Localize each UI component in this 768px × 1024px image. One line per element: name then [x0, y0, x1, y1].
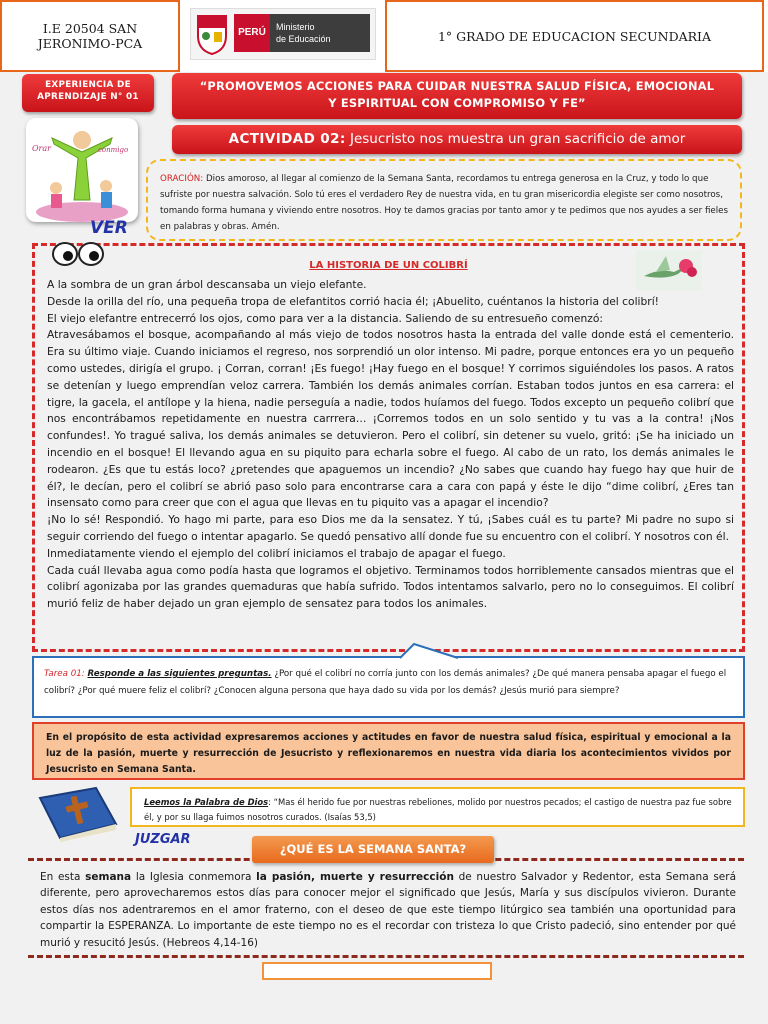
- story-title: LA HISTORIA DE UN COLIBRÍ: [309, 260, 468, 271]
- activity-banner: [172, 125, 742, 154]
- experience-badge: [22, 74, 154, 112]
- prayer-image-text1: Orar: [32, 144, 51, 153]
- task-label: Tarea 01: [44, 669, 82, 679]
- page-title-line2: Y ESPIRITUAL CON COMPROMISO Y FE”: [328, 96, 586, 110]
- holy-week-text-2: la Iglesia conmemora: [131, 871, 257, 883]
- story-paragraph: Cada cuál llevaba agua como podía hasta que logramos el objetivo. Terminamos todos horriblemente cansados mientras que el colibrí agonizaba por las grandes quemaduras que había sufrido. Todos intentamos salvarlo, pero no lo conseguimos. El colibrí murió feliz de haber dejado un gran ejemplo de sensatez para todos los animales.: [47, 563, 734, 611]
- experience-line2: APRENDIZAJE N° 01: [37, 92, 139, 102]
- story-text: [47, 277, 734, 613]
- bottom-empty-box: [262, 962, 492, 980]
- story-paragraph: Desde la orilla del río, una pequeña tropa de elefantitos corrió hacia él; ¡Abuelito, cuéntanos la historia del colibrí!: [47, 294, 659, 308]
- speech-pointer-icon: [400, 642, 460, 660]
- task-instruction: Responde a las siguientes preguntas.: [87, 669, 272, 679]
- prayer-image-text2: conmigo: [98, 146, 129, 154]
- experience-line1: EXPERIENCIA DE: [45, 80, 131, 90]
- prayer-label: ORACIÓN:: [160, 174, 204, 184]
- story-box: [32, 243, 745, 652]
- eyes-icon: [48, 236, 108, 270]
- ver-section-label: VER: [90, 218, 128, 238]
- school-name-box: [0, 0, 180, 72]
- ministry-name-line1: Ministerio: [276, 22, 315, 32]
- school-name-line2: JERONIMO-PCA: [37, 36, 143, 51]
- word-of-god-label: Leemos la Palabra de Dios: [144, 797, 269, 807]
- activity-text: Jesucristo nos muestra un gran sacrificio de amor: [349, 131, 686, 147]
- hummingbird-icon: [636, 250, 702, 290]
- word-of-god-quote: “Mas él herido fue por nuestras rebeliones, molido por nuestros pecados; el castigo de nuestra paz fue sobre él, y por su llaga fuimos nosotros curados. (Isaías 53,5): [144, 797, 732, 822]
- holy-week-bold-2: la pasión, muerte y resurrección: [256, 871, 454, 883]
- word-of-god-box: Leemos la Palabra de Dios: “Mas él herido fue por nuestras rebeliones, molido por nuestros pecados; el castigo de nuestra paz fue sobre él, y por su llaga fuimos nosotros curados. (Isaías 53,5): [130, 787, 745, 827]
- story-paragraph: El viejo elefantre entrecerró los ojos, como para ver a la distancia. Saliendo de su entresueño comenzó:: [47, 311, 604, 325]
- holy-week-bold-1: semana: [85, 871, 132, 883]
- purpose-box: [32, 722, 745, 780]
- page-title-line1: “PROMOVEMOS ACCIONES PARA CUIDAR NUESTRA SALUD FÍSICA, EMOCIONAL: [199, 79, 715, 93]
- grade-box: [385, 0, 764, 72]
- prayer-box: [146, 159, 742, 241]
- holy-week-box: [28, 858, 744, 958]
- holy-week-title: ¿QUÉ ES LA SEMANA SANTA?: [252, 836, 494, 863]
- holy-week-text-3: de nuestro Salvador y Redentor, esta Semana será diferente, pero aprovecharemos estos días para conocer mejor el significado que Jesús, María y sus discípulos vivieron. Durante estos días nos adentraremos en el amor fraterno, con el deseo de que este tiempo litúrgico sea también una oportunidad para compartir la ESPERANZA. Lo importante de este tiempo no es el recordar con tristeza lo que Cristo padeció, sino entender por qué murió y resucitó Jesús. (Hebreos 4,14-16): [40, 871, 737, 949]
- holy-week-text-1: En esta: [40, 871, 86, 883]
- grade-label: 1° GRADO DE EDUCACION SECUNDARIA: [437, 28, 712, 44]
- page-title: [172, 73, 742, 119]
- bible-icon: [34, 784, 122, 844]
- prayer-illustration: [26, 118, 138, 222]
- juzgar-section-label: JUZGAR: [135, 832, 191, 847]
- story-paragraph: ¡No lo sé! Respondió. Yo hago mi parte, para eso Dios me da la sensatez. Y tú, ¡Sabes cuál es tu parte? Mi padre no supo si seguir corriendo del fuego o intentar apagarlo. Se quedó pensativo allí donde fue su encuentro con el colibrí. Y nosotros con él.: [47, 513, 734, 543]
- prayer-text: Dios amoroso, al llegar al comienzo de la Semana Santa, recordamos tu entrega generosa en la Cruz, y todo lo que sufriste por nuestra salvación. Solo tú eres el verdadero Rey de nuestra vida, en tu gran misericordia elegiste ser como nosotros, tomando forma humana y viviendo entre nosotros. Hoy te damos gracias por tanto amor y te pedimos que nos ayudes a ser fieles en palabras y obras. Amén.: [160, 174, 729, 232]
- purpose-text: En el propósito de esta actividad expresaremos acciones y actitudes en favor de nuestra salud física, espiritual y emocional a la luz de la pasión, muerte y resurrección de Jesucristo y reflexionaremos en nuestra vida diaria los acontecimientos vividos por Jesucristo en Semana Santa.: [46, 732, 731, 775]
- ministry-name-line2: de Educación: [276, 34, 331, 44]
- praying-jesus-icon: [26, 118, 138, 222]
- task-questions: ¿Por qué el colibrí no corría junto con los demás animales? ¿De qué manera pensaba apagar el fuego el colibrí? ¿Por qué muere feliz el colibrí? ¿Conocen alguna persona que haya dado su vida por los demás? ¿Jesús murió para siempre?: [44, 669, 727, 696]
- story-paragraph: Inmediatamente viendo el ejemplo del colibrí iniciamos el trabajo de apagar el fuego.: [47, 546, 506, 560]
- task-box: Tarea 01: Responde a las siguientes preguntas. ¿Por qué el colibrí no corría junto con los demás animales? ¿De qué manera pensaba apagar el fuego el colibrí? ¿Por qué muere feliz el colibrí? ¿Conocen alguna persona que haya dado su vida por los demás? ¿Jesús murió para siempre?: [32, 656, 745, 718]
- school-name-line1: I.E 20504 SAN: [42, 21, 138, 36]
- activity-label: ACTIVIDAD 02:: [228, 131, 346, 147]
- story-paragraph: A la sombra de un gran árbol descansaba un viejo elefante.: [47, 278, 367, 291]
- story-paragraph: Atravesábamos el bosque, acompañando al más viejo de todos nosotros hasta la entrada del valle donde está el cementerio. Era su último viaje. Cuando iniciamos el regreso, nos sorprendió un olor intenso. Mi padre, porque entonces era yo un pequeño como ustedes, dirigía el grupo. ¡ Corran, corran! ¡Es fuego! ¡Hay fuego en el bosque! Y corrimos siguiéndoles los pasos. A ratos se detenían y luego emprendían veloz carrera. También los demás animales corrían. Estaban todos juntos en esa carrera: el tigre, la gacela, el antílope y la hiena, nadie perseguía a nadie, todos huíamos del fuego. Todos excepto un pequeño colibrí que nos encontrábamos repetidamente en nuestra carrrera… ¡Corremos todos en un solo sentido y tu vas a la contra! ¡Nos confundes!. Yo tragué saliva, los demás animales se detuvieron. Pero el colibrí, sin detener su vuelo, gritó: ¡Se ha iniciado un incendio en el bosque! El llevando agua en su piquito para echarla sobre el fuego. Al cabo de un rato, los demás animales le rodearon. ¿Es que tu estás loco? ¿pretendes que apaguemos un incendio? ¿No sabes que cuando hay fuego hay que huir de él?, le decían, pero el colibrí se abrió paso solo para encontrarse cara a cara con papá y éste le dijo “dime colibrí, ¿Eres tan insensato como para creer que con el agua que llevas en tu piquito vas a apagar el incendio?: [47, 328, 734, 510]
- ministry-country-label: PERÚ: [234, 14, 270, 52]
- peru-shield-icon: [194, 12, 230, 56]
- ministry-logo: [180, 0, 385, 72]
